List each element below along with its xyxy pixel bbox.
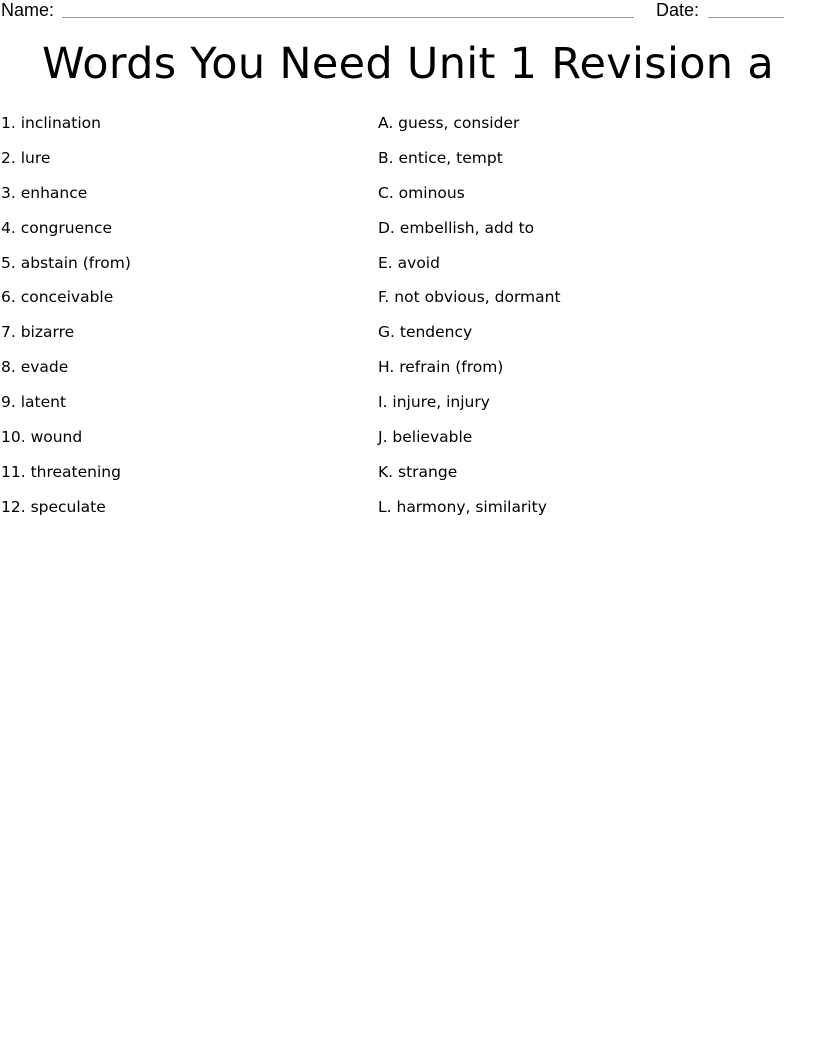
term-item: 10. wound (1, 428, 83, 447)
definition-item: C. ominous (378, 183, 465, 202)
date-label: Date: (656, 0, 700, 20)
date-blank-line (708, 17, 784, 18)
definitions-column (378, 112, 798, 531)
definition-item: E. avoid (378, 253, 440, 272)
worksheet-title: Words You Need Unit 1 Revision a (42, 39, 774, 89)
name-date-header (0, 0, 816, 24)
name-label: Name: (1, 0, 55, 20)
terms-column (1, 112, 361, 531)
definition-item: D. embellish, add to (378, 218, 535, 237)
term-item: 1. inclination (1, 114, 101, 132)
term-item: 7. bizarre (1, 323, 75, 342)
definition-item: K. strange (378, 462, 458, 481)
definition-item: G. tendency (378, 323, 473, 342)
definition-item: J. believable (378, 428, 473, 447)
term-item: 4. congruence (1, 218, 112, 237)
definition-item: I. injure, injury (378, 393, 490, 412)
term-item: 12. speculate (1, 497, 106, 516)
term-item: 9. latent (1, 393, 67, 412)
term-item: 2. lure (1, 148, 51, 167)
term-item: 3. enhance (1, 183, 88, 202)
definition-item: B. entice, tempt (378, 148, 503, 167)
definition-item: F. not obvious, dormant (378, 288, 561, 307)
definition-item: L. harmony, similarity (378, 497, 547, 516)
term-item: 6. conceivable (1, 288, 114, 307)
definition-item: H. refrain (from) (378, 358, 504, 377)
term-item: 5. abstain (from) (1, 253, 131, 272)
term-item: 8. evade (1, 358, 69, 377)
term-item: 11. threatening (1, 462, 121, 481)
definition-item: A. guess, consider (378, 114, 520, 132)
name-blank-line (62, 17, 634, 18)
